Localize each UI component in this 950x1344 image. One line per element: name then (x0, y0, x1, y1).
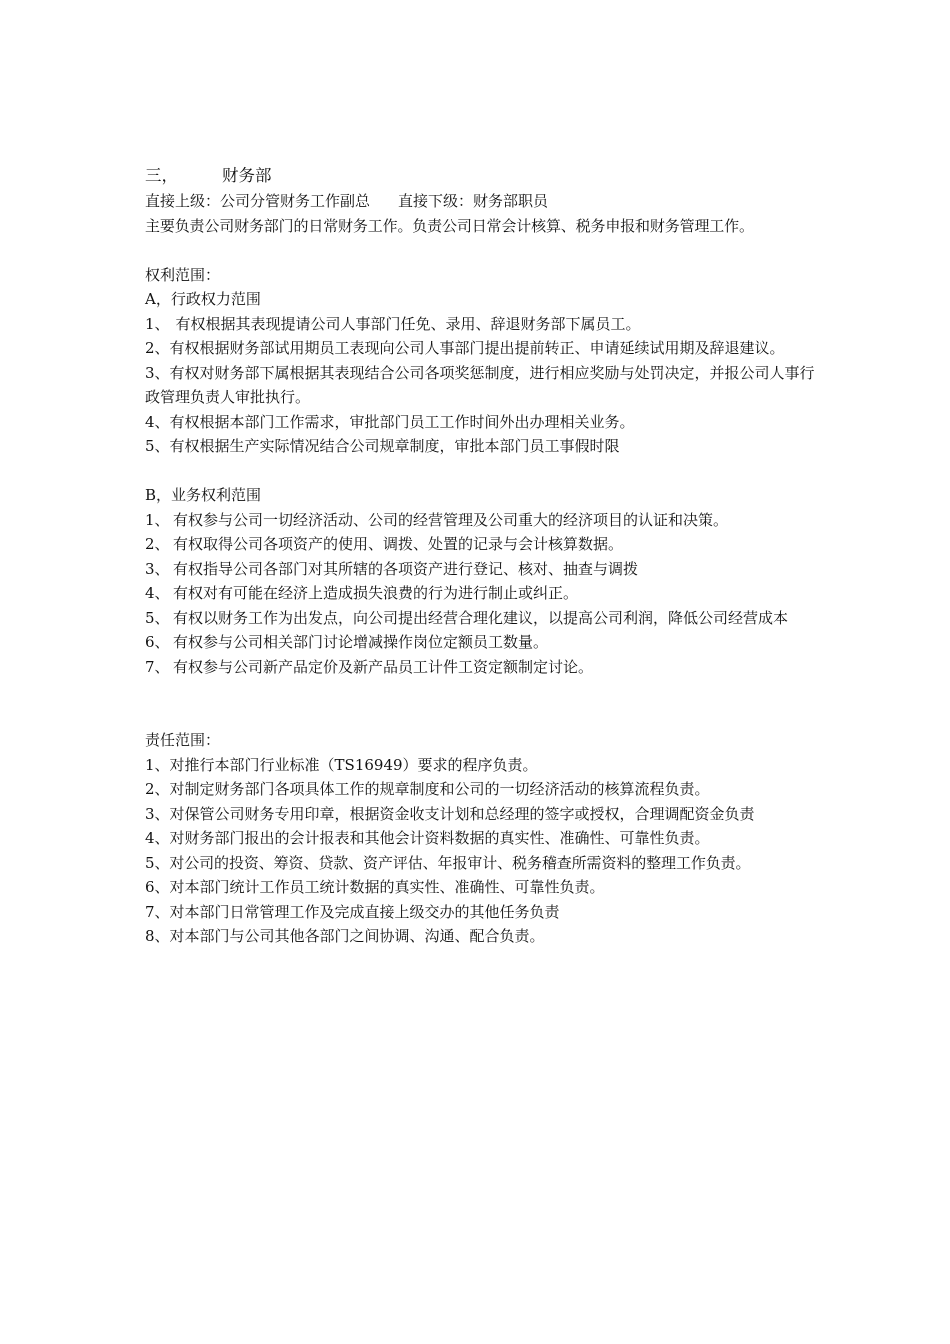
subordinate-text: 直接下级：财务部职员 (398, 192, 549, 210)
duty-item (145, 802, 820, 827)
item-number: 2、 (145, 339, 170, 357)
admin-right-item (145, 410, 820, 435)
item-text: 对本部门与公司其他各部门之间协调、沟通、配合负责。 (169, 927, 545, 945)
item-text: 对本部门日常管理工作及完成直接上级交办的其他任务负责 (169, 902, 560, 921)
business-right-item (145, 508, 820, 533)
business-right-item (145, 557, 820, 582)
item-text: 对公司的投资、筹资、贷款、资产评估、年报审计、税务稽查所需资料的整理工作负责。 (169, 853, 751, 872)
item-number: 6、 (145, 878, 170, 896)
item-text: 对制定财务部门各项具体工作的规章制度和公司的一切经济活动的核算流程负责。 (169, 780, 710, 798)
item-number: 1、 (145, 755, 170, 774)
section-number: 三， (145, 166, 178, 185)
duty-item (145, 753, 820, 778)
item-text: 有权对有可能在经济上造成损失浪费的行为进行制止或纠正。 (173, 584, 579, 602)
rights-heading: 权利范围： (145, 265, 221, 284)
item-number: 5、 (145, 853, 170, 872)
admin-right-item (145, 361, 820, 410)
supervisor-text: 直接上级：公司分管财务工作副总 (145, 192, 371, 210)
admin-right-item (145, 336, 820, 361)
business-right-item (145, 532, 820, 557)
duties-heading: 责任范围： (145, 731, 221, 749)
item-number: 7、 (145, 902, 170, 921)
section-name: 财务部 (222, 166, 272, 185)
business-rights-heading: B，业务权利范围 (145, 486, 262, 504)
item-number: 1、 (145, 314, 170, 333)
item-text: 有权对财务部下属根据其表现结合公司各项奖惩制度，进行相应奖励与处罚决定，并报公司人事行政管理负责人审批执行。 (145, 363, 815, 406)
item-text: 有权根据财务部试用期员工表现向公司人事部门提出提前转正、申请延续试用期及辞退建议。 (169, 339, 785, 357)
item-number: 2、 (145, 780, 170, 798)
item-number: 5、 (145, 608, 170, 627)
item-number: 6、 (145, 633, 170, 651)
item-text: 对本部门统计工作员工统计数据的真实性、准确性、可靠性负责。 (169, 878, 605, 896)
item-text: 有权根据其表现提请公司人事部门任免、录用、辞退财务部下属员工。 (175, 314, 641, 333)
reporting-line (145, 189, 820, 214)
business-right-item (145, 581, 820, 606)
item-text: 有权指导公司各部门对其所辖的各项资产进行登记、核对、抽查与调拨 (173, 559, 639, 578)
document-page (145, 162, 820, 949)
summary-text: 主要负责公司财务部门的日常财务工作。负责公司日常会计核算、税务申报和财务管理工作。 (145, 216, 754, 235)
section-title (145, 162, 820, 189)
item-text: 有权参与公司一切经济活动、公司的经营管理及公司重大的经济项目的认证和决策。 (173, 510, 729, 529)
admin-right-item (145, 312, 820, 337)
business-right-item (145, 655, 820, 680)
item-text: 有权参与公司相关部门讨论增减操作岗位定额员工数量。 (173, 633, 549, 651)
duty-item (145, 924, 820, 949)
admin-rights-heading: A，行政权力范围 (145, 290, 261, 308)
duty-item (145, 851, 820, 876)
item-text: 有权根据本部门工作需求，审批部门员工工作时间外出办理相关业务。 (169, 412, 635, 431)
item-text: 有权取得公司各项资产的使用、调拨、处置的记录与会计核算数据。 (173, 535, 624, 553)
item-number: 3、 (145, 804, 170, 823)
item-number: 4、 (145, 829, 170, 847)
item-number: 2、 (145, 535, 170, 553)
business-right-item (145, 606, 820, 631)
duty-item (145, 875, 820, 900)
item-number: 5、 (145, 437, 170, 455)
duty-item (145, 826, 820, 851)
item-number: 8、 (145, 927, 170, 945)
item-text: 对保管公司财务专用印章，根据资金收支计划和总经理的签字或授权，合理调配资金负责 (169, 804, 755, 823)
item-number: 3、 (145, 363, 170, 382)
item-text: 对推行本部门行业标准（TS16949）要求的程序负责。 (169, 755, 538, 774)
item-text: 有权以财务工作为出发点，向公司提出经营合理化建议，以提高公司利润，降低公司经营成本 (173, 608, 789, 627)
duty-item (145, 777, 820, 802)
item-number: 3、 (145, 559, 170, 578)
item-text: 对财务部门报出的会计报表和其他会计资料数据的真实性、准确性、可靠性负责。 (169, 829, 710, 847)
item-number: 4、 (145, 412, 170, 431)
item-number: 4、 (145, 584, 170, 602)
admin-right-item (145, 434, 820, 459)
business-right-item (145, 630, 820, 655)
item-text: 有权根据生产实际情况结合公司规章制度，审批本部门员工事假时限 (169, 437, 620, 455)
item-number: 7、 (145, 657, 170, 676)
item-text: 有权参与公司新产品定价及新产品员工计件工资定额制定讨论。 (173, 657, 594, 676)
duty-item (145, 900, 820, 925)
item-number: 1、 (145, 510, 170, 529)
